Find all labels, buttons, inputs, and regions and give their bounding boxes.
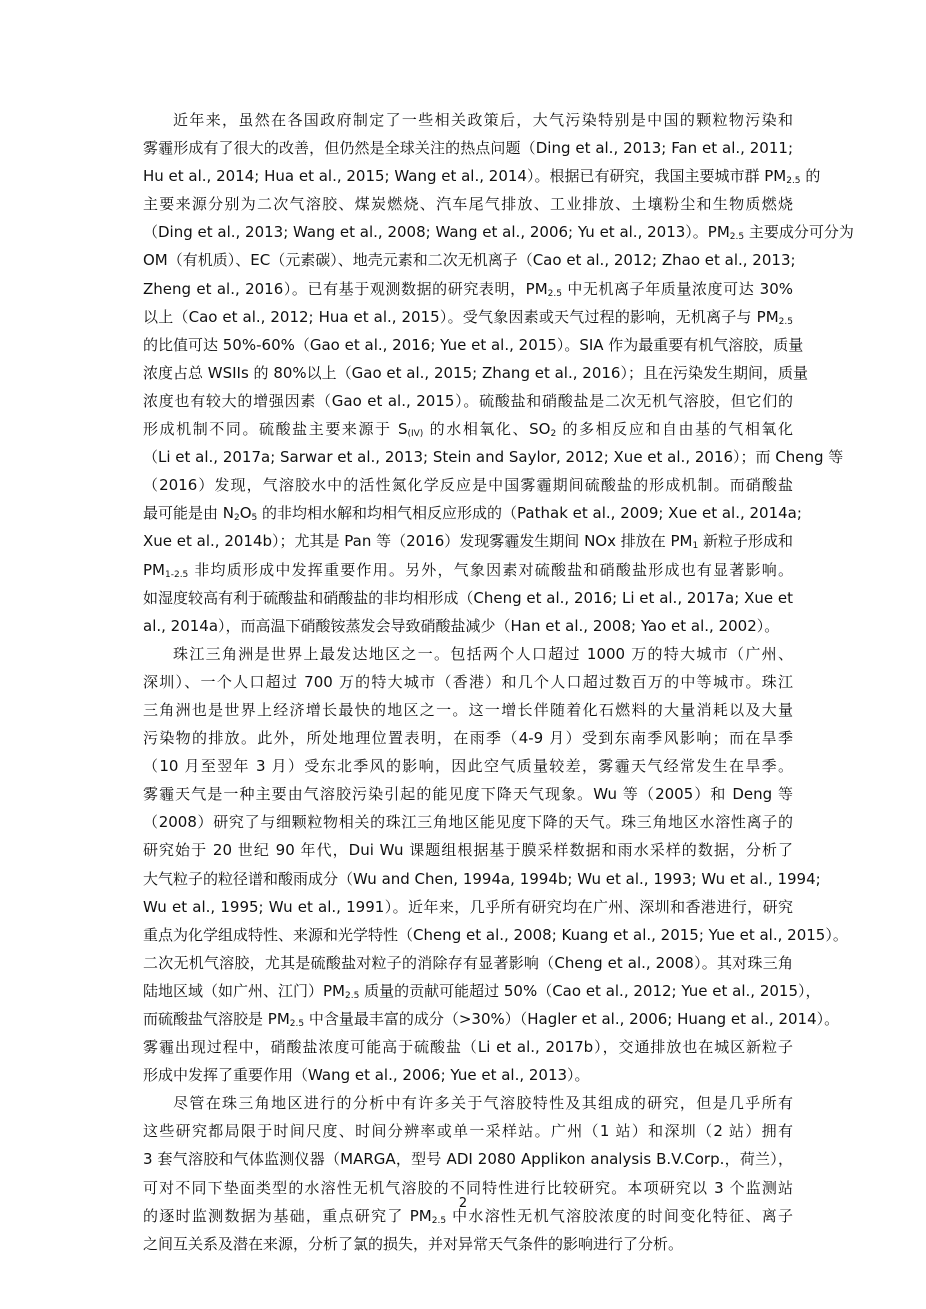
text-line (143, 893, 793, 921)
subscript: 1 (692, 541, 699, 552)
text-run: （2008）研究了与细颗粒物相关的珠江三角地区能见度下降的天气。珠三角地区水溶性离子的 (143, 813, 793, 832)
text-line (143, 808, 793, 836)
text-run: 3 套气溶胶和气体监测仪器（MARGA，型号 ADI 2080 Applikon analysis B.V.Corp.，荷兰）， (143, 1150, 793, 1169)
text-run: PM (143, 560, 165, 579)
text-run: 研究始于 20 世纪 90 年代，Dui Wu 课题组根据基于膜采样数据和雨水采样的数据，分析了 (143, 841, 793, 860)
text-run: 浓度占总 WSIIs 的 80%以上（Gao et al., 2015; Zhang et al., 2016）；且在污染发生期间，质量 (143, 363, 808, 382)
text-run: 的非均相水解和均相气相反应形成的（Pathak et al., 2009; Xue et al., 2014a; (257, 504, 802, 523)
text-run: （2016）发现，气溶胶水中的活性氮化学反应是中国雾霾期间硫酸盐的形成机制。而硝酸盐 (143, 476, 793, 495)
text-line (143, 696, 793, 724)
text-run: 近年来，虽然在各国政府制定了一些相关政策后，大气污染特别是中国的颗粒物污染和 (173, 111, 793, 129)
text-run: 中水溶性无机气溶胶浓度的时间变化特征、离子 (446, 1206, 793, 1225)
text-line (143, 1005, 840, 1033)
text-run: 形成机制不同。硫酸盐主要来源于 S (143, 420, 408, 439)
text-run: 而硫酸盐气溶胶是 PM (143, 1010, 290, 1028)
subscript: 2 (550, 429, 557, 440)
text-run: 三角洲也是世界上经济增长最快的地区之一。这一增长伴随着化石燃料的大量消耗以及大量 (143, 700, 793, 719)
text-line (143, 612, 793, 640)
text-run: 质量的贡献可能超过 50%（Cao et al., 2012; Yue et al., 2015）， (359, 981, 821, 1000)
text-run: 中无机离子年质量浓度可达 30% (561, 279, 793, 298)
subscript: 2.5 (778, 316, 793, 327)
subscript: (IV) (407, 429, 424, 440)
text-line (143, 499, 802, 527)
text-run: （Li et al., 2017a; Sarwar et al., 2013; Stein and Saylor, 2012; Xue et al., 2016）；而 Cheng 等 (143, 448, 844, 467)
text-line (143, 387, 793, 415)
text-run: （Ding et al., 2013; Wang et al., 2008; Wang et al., 2006; Yu et al., 2013）。PM (143, 223, 730, 242)
subscript: 2.5 (547, 288, 562, 299)
text-run: 陆地区域（如广州、江门）PM (143, 981, 345, 1000)
text-run: O (239, 504, 252, 523)
text-run: 珠江三角洲是世界上最发达地区之一。包括两个人口超过 1000 万的特大城市（广州、 (173, 644, 793, 663)
text-run: 尽管在珠三角地区进行的分析中有许多关于气溶胶特性及其组成的研究，但是几乎所有 (173, 1094, 793, 1113)
text-run: Hu et al., 2014; Hua et al., 2015; Wang et al., 2014）。根据已有研究，我国主要城市群 PM (143, 167, 787, 186)
subscript: 5 (251, 513, 258, 524)
text-run: 雾霾形成有了很大的改善，但仍然是全球关注的热点问题（Ding et al., 2013; Fan et al., 2011; (143, 139, 793, 158)
text-line (143, 668, 793, 696)
document-body (143, 106, 854, 1258)
text-line (143, 162, 821, 190)
text-run: 大气粒子的粒径谱和酸雨成分（Wu and Chen, 1994a, 1994b; Wu et al., 1993; Wu et al., 1994; (143, 869, 821, 888)
text-run: 的多相反应和自由基的气相氧化 (556, 420, 793, 439)
subscript: 2.5 (289, 1019, 305, 1029)
text-line (143, 836, 793, 864)
text-run: 非均质形成中发挥重要作用。另外，气象因素对硫酸盐和硝酸盐形成也有显著影响。 (188, 560, 793, 579)
text-run: 二次无机气溶胶，尤其是硫酸盐对粒子的消除存有显著影响（Cheng et al., 2008）。其对珠三角 (143, 953, 793, 972)
text-line (143, 190, 793, 218)
text-run: al., 2014a），而高温下硝酸铵蒸发会导致硝酸盐减少（Han et al., 2008; Yao et al., 2002）。 (143, 616, 780, 635)
text-line (143, 584, 793, 612)
text-line (143, 218, 854, 246)
text-run: 主要来源分别为二次气溶胶、煤炭燃烧、汽车尾气排放、工业排放、土壤粉尘和生物质燃烧 (143, 195, 793, 214)
text-run: Zheng et al., 2016）。已有基于观测数据的研究表明，PM (143, 279, 548, 298)
text-run: 的比值可达 50%-60%（Gao et al., 2016; Yue et al., 2015）。SIA 作为最重要有机气溶胶，质量 (143, 335, 804, 354)
text-line (143, 471, 793, 499)
text-line (143, 443, 844, 471)
text-run: 雾霾出现过程中，硝酸盐浓度可能高于硫酸盐（Li et al., 2017b），交通排放也在城区新粒子 (143, 1038, 793, 1057)
text-line (143, 1033, 793, 1061)
text-run: 的 (800, 167, 821, 186)
text-run: 雾霾天气是一种主要由气溶胶污染引起的能见度下降天气现象。Wu 等（2005）和 Deng 等 (143, 785, 793, 804)
text-line (143, 134, 793, 162)
text-run: 之间互关系及潜在来源，分析了氯的损失，并对异常天气条件的影响进行了分析。 (143, 1234, 684, 1253)
text-run: OM（有机质）、EC（元素碳）、地壳元素和二次无机离子（Cao et al., 2012; Zhao et al., 2013; (143, 251, 796, 270)
text-line (143, 1061, 793, 1089)
page-number: 2 (458, 1196, 468, 1211)
text-run: （10 月至翌年 3 月）受东北季风的影响，因此空气质量较差，雾霾天气经常发生在旱季。 (143, 757, 793, 776)
text-run: 中含量最丰富的成分（>30%）（Hagler et al., 2006; Huang et al., 2014）。 (304, 1010, 840, 1028)
subscript: 2.5 (729, 232, 745, 243)
text-line (143, 1230, 793, 1258)
text-line (143, 949, 793, 977)
text-line (143, 106, 793, 134)
text-run: 的逐时监测数据为基础，重点研究了 PM (143, 1206, 432, 1225)
text-run: 新粒子形成和 (698, 532, 794, 551)
subscript: 1-2.5 (165, 569, 189, 580)
text-run: 浓度也有较大的增强因素（Gao et al., 2015）。硫酸盐和硝酸盐是二次无机气溶胶，但它们的 (143, 391, 793, 410)
text-line (143, 415, 793, 443)
text-line (143, 1089, 793, 1117)
text-run: 形成中发挥了重要作用（Wang et al., 2006; Yue et al., 2013）。 (143, 1066, 590, 1085)
text-line (143, 921, 848, 949)
text-line (143, 303, 793, 331)
text-run: Wu et al., 1995; Wu et al., 1991）。近年来，几乎所有研究均在广州、深圳和香港进行，研究 (143, 897, 793, 916)
text-line (143, 724, 793, 752)
subscript: 2.5 (345, 990, 360, 1001)
text-line (143, 527, 793, 555)
text-line (143, 246, 796, 274)
subscript: 2.5 (431, 1215, 447, 1226)
text-line (143, 752, 793, 780)
text-run: 这些研究都局限于时间尺度、时间分辨率或单一采样站。广州（1 站）和深圳（2 站）拥有 (143, 1122, 793, 1141)
text-line (143, 1145, 793, 1173)
text-line (143, 275, 793, 303)
text-line (143, 780, 793, 808)
text-run: 可对不同下垫面类型的水溶性无机气溶胶的不同特性进行比较研究。本项研究以 3 个监测站 (143, 1178, 793, 1197)
subscript: 2 (234, 513, 240, 524)
text-run: 主要成分可分为 (744, 223, 854, 242)
text-run: Xue et al., 2014b）；尤其是 Pan 等（2016）发现雾霾发生期间 NOx 排放在 PM (143, 532, 693, 551)
text-line (143, 331, 804, 359)
text-run: 重点为化学组成特性、来源和光学特性（Cheng et al., 2008; Kuang et al., 2015; Yue et al., 2015）。 (143, 925, 848, 944)
subscript: 2.5 (786, 176, 801, 187)
text-run: 深圳）、一个人口超过 700 万的特大城市（香港）和几个人口超过数百万的中等城市。珠江 (143, 672, 793, 691)
text-run: 的水相氧化、SO (423, 420, 551, 439)
text-line (143, 556, 793, 584)
text-run: 如湿度较高有利于硫酸盐和硝酸盐的非均相形成（Cheng et al., 2016; Li et al., 2017a; Xue et (143, 588, 793, 607)
text-run: 最可能是由 N (143, 504, 234, 523)
text-line (143, 977, 821, 1005)
text-line (143, 1117, 793, 1145)
text-line (143, 359, 808, 387)
text-run: 污染物的排放。此外，所处地理位置表明，在雨季（4-9 月）受到东南季风影响；而在旱季 (143, 729, 793, 748)
text-line (143, 865, 821, 893)
text-run: 以上（Cao et al., 2012; Hua et al., 2015）。受气象因素或天气过程的影响，无机离子与 PM (143, 307, 779, 326)
text-line (143, 640, 793, 668)
